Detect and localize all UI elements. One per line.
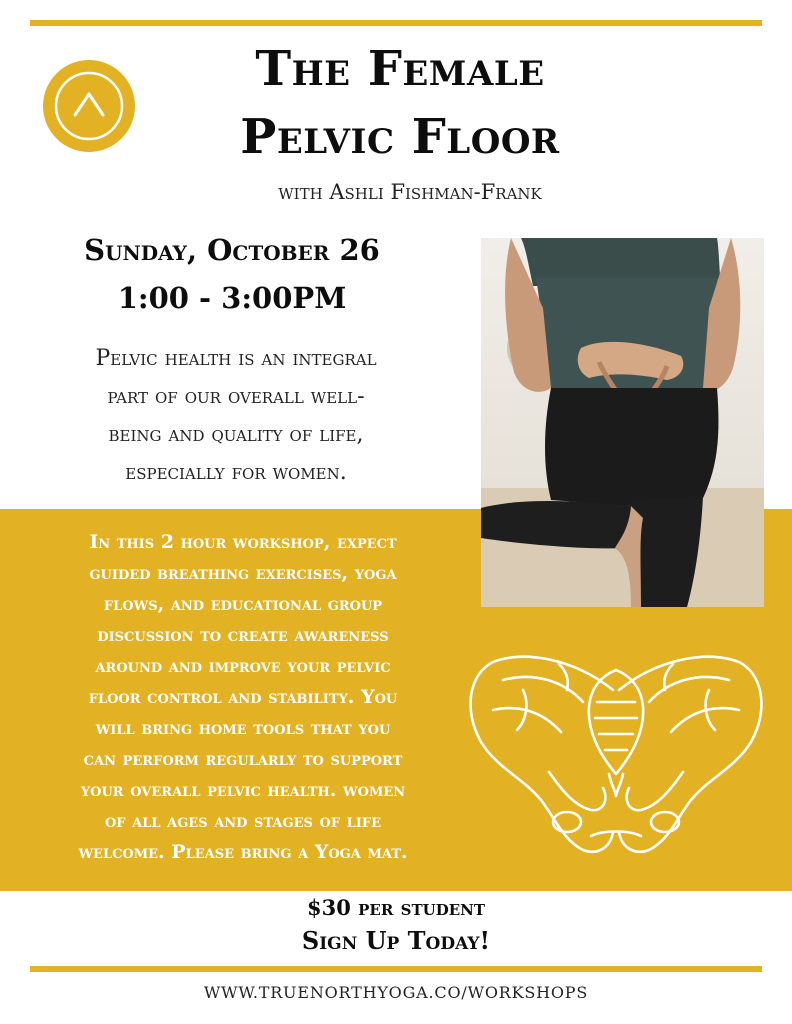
page-title-line-1: The Female (255, 41, 545, 97)
description-line: welcome. Please bring a Yoga mat. (78, 841, 408, 863)
top-divider (30, 20, 762, 26)
bottom-divider (30, 966, 762, 972)
page-title-line-2: Pelvic Floor (240, 109, 560, 165)
pelvis-illustration (463, 650, 769, 856)
price-label: $30 per student (306, 895, 486, 920)
description-line: will bring home tools that you (95, 717, 391, 739)
workshop-description (8, 527, 478, 868)
yoga-pose-photo (481, 238, 764, 607)
sign-up-cta[interactable]: Sign Up Today! (301, 926, 491, 955)
event-date: Sunday, October 26 (84, 233, 380, 267)
workshop-url-link[interactable]: WWW.TRUENORTHYOGA.CO/WORKSHOPS (203, 983, 589, 1002)
description-line: your overall pelvic health. women (80, 779, 406, 801)
description-line: around and improve your pelvic (95, 655, 391, 677)
intro-line: part of our overall well- (107, 384, 365, 409)
description-line: of all ages and stages of life (104, 810, 382, 832)
description-line: guided breathing exercises, yoga (89, 562, 397, 584)
description-line: floor control and stability. You (88, 686, 398, 708)
intro-line: Pelvic health is an integral (95, 346, 377, 371)
description-line: discussion to create awareness (97, 624, 389, 646)
description-line: flows, and educational group (103, 593, 383, 615)
instructor-subtitle: with Ashli Fishman-Frank (278, 180, 542, 204)
event-time: 1:00 - 3:00PM (117, 281, 347, 315)
intro-paragraph (40, 340, 432, 492)
caret-up-circle-icon (42, 59, 136, 153)
intro-line: being and quality of life, (108, 422, 364, 447)
description-line: In this 2 hour workshop, expect (89, 531, 397, 553)
description-line: can perform regularly to support (83, 748, 403, 770)
intro-line: especially for women. (125, 460, 347, 485)
